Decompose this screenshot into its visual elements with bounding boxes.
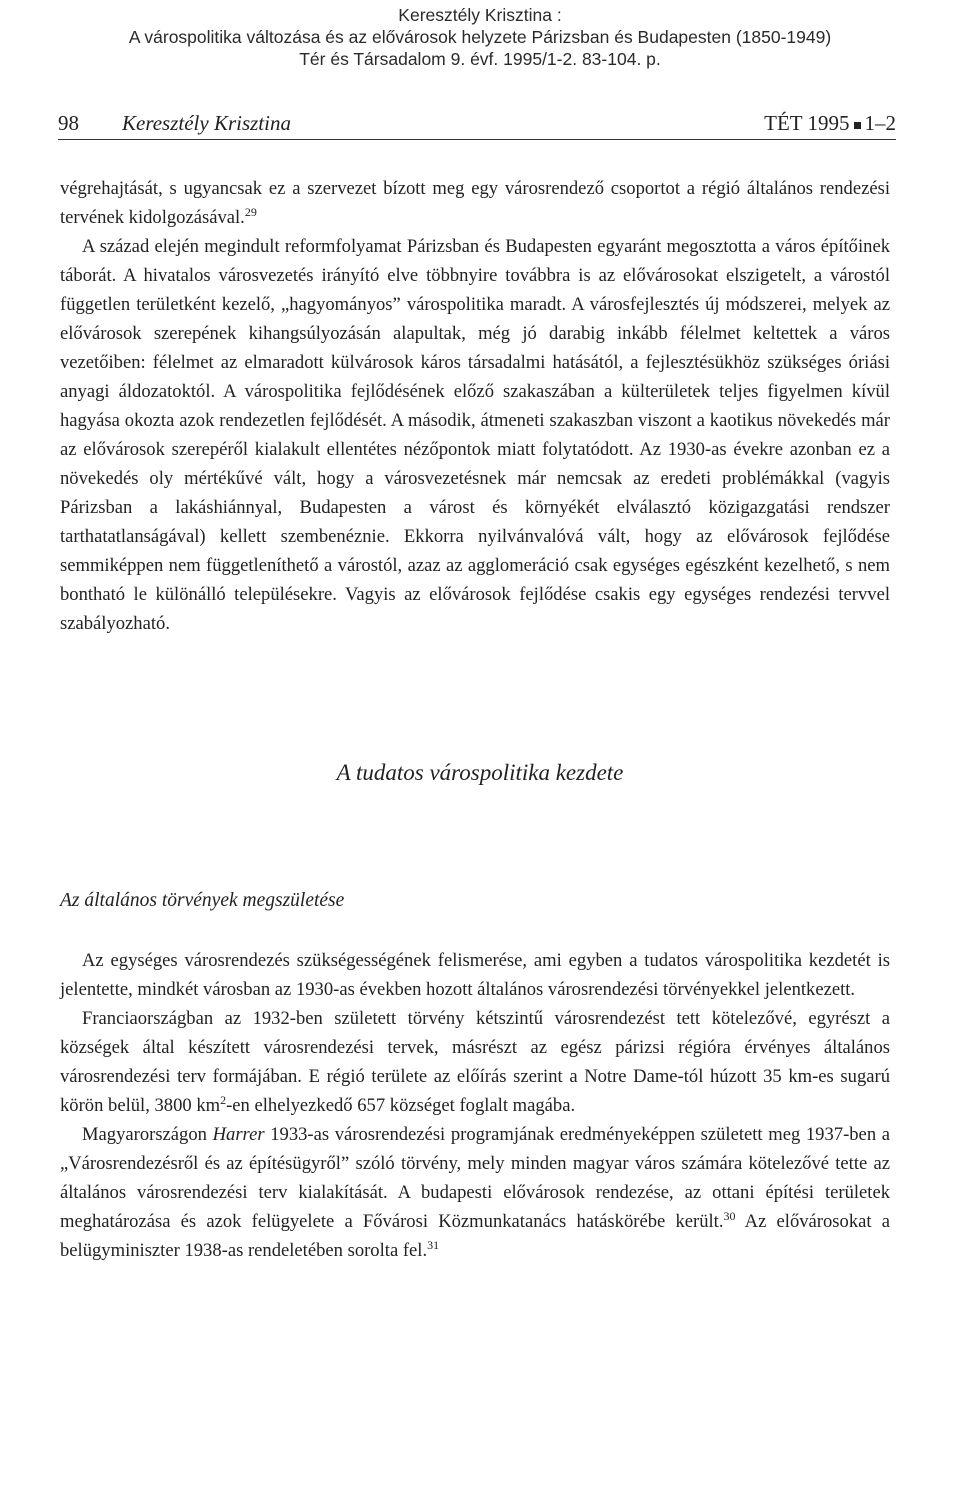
citation-author: Keresztély Krisztina : xyxy=(398,5,562,25)
journal-name: TÉT 1995 xyxy=(764,111,850,135)
paragraph xyxy=(60,1120,890,1265)
paragraph: A század elején megindult reformfolyamat Párizsban és Budapesten egyaránt megosztotta a város építőinek táborát. A hivatalos városvezetés irányító elve többnyire továbbra is az elővárosokat elszigetelt, a várostól független területként kezelő, „hagyományos” várospolitika maradt. A városfejlesztés új módszerei, melyek az elővárosok szerepének kihangsúlyozásán alapultak, még jó darabig inkább félelmet keltettek a város vezetőiben: félelmet az elmaradott külvárosok káros társadalmi hatásától, a fejlesztésükhöz szükséges óriási anyagi áldozatoktól. A várospolitika fejlődésének előző szakaszában a külterületek teljes figyelmen kívül hagyása okozta azok rendezetlen fejlődését. A második, átmeneti szakaszban viszont a kaotikus növekedés már az elővárosok szerepéről kialakult ellentétes nézőpontok miatt folytatódott. Az 1930-as évekre azonban ez a növekedés oly mértékűvé vált, hogy a városvezetésnek már nemcsak az eredeti problémákkal (vagyis Párizsban a lakáshiánnyal, Budapesten a várost és környékét elválasztó közigazgatási rendszer tarthatatlanságával) kellett szembenéznie. Ekkorra nyilvánvalóvá vált, hogy az elővárosok fejlődése semmiképpen nem függetleníthető a várostól, azaz az agglomeráció csak egységes egészként kezelhető, s nem bontható le különálló településekre. Vagyis az elővárosok fejlődése csakis egy egységes rendezési tervvel szabályozható. xyxy=(60,236,890,634)
paragraph xyxy=(60,1004,890,1120)
footnote-ref: 30 xyxy=(723,1209,736,1223)
paragraph-text: 1933-as városrendezési programjának eredményeképpen született meg 1937-ben a „Városrendezésről és az építésügyről” szóló törvény, mely minden magyar város számára kötelezővé tette az általános városrendezési terv kialakítását. A budapesti elővárosok rendezése, az ottani építési területek meghatározása és azok felügyelete a Fővárosi Közmunkatanács hatáskörébe került. xyxy=(60,1124,891,1232)
superscript: 2 xyxy=(220,1093,227,1107)
body-text-bottom xyxy=(60,946,890,1265)
footnote-ref: 31 xyxy=(427,1238,440,1252)
journal-issue: 1–2 xyxy=(864,111,896,135)
paragraph-text: Magyarországon xyxy=(82,1124,213,1145)
paragraph: Az egységes városrendezés szükségességének felismerése, ami egyben a tudatos várospolitika kezdetét is jelentette, mindkét városban az 1930-as években hozott általános városrendezési törvényekkel jelentkezett. xyxy=(60,950,890,1000)
citation-source: Tér és Társadalom 9. évf. 1995/1-2. 83-104. p. xyxy=(299,49,661,69)
citation-block xyxy=(0,4,960,70)
citation-title: A várospolitika változása és az elővárosok helyzete Párizsban és Budapesten (1850-1949) xyxy=(128,27,832,47)
running-journal xyxy=(764,111,896,136)
bullet-icon xyxy=(854,122,861,129)
section-title: A tudatos várospolitika kezdete xyxy=(336,760,624,785)
paragraph-text: Franciaországban az 1932-ben született törvény kétszintű városrendezést tett kötelezővé, egyrészt a községek által készített városrendezési tervek, másrészt az egész párizsi régióra érvényes általános városrendezési terv formájában. E régió területe az előírás szerint a Notre Dame-tól húzott 35 km-es sugarú körön belül, 3800 km xyxy=(60,1008,890,1116)
running-author: Keresztély Krisztina xyxy=(122,111,291,135)
paragraph-text: -en elhelyezkedő 657 községet foglalt magába. xyxy=(226,1095,576,1116)
page-number: 98 xyxy=(58,111,79,135)
footnote-ref: 29 xyxy=(244,205,257,219)
running-header xyxy=(58,111,896,140)
paragraph-text: végrehajtását, s ugyancsak ez a szervezet bízott meg egy városrendező csoportot a régió általános rendezési tervének kidolgozásával. xyxy=(60,178,890,228)
paragraph-continued xyxy=(60,174,890,232)
body-text-top xyxy=(60,174,890,638)
person-name: Harrer xyxy=(212,1124,265,1145)
subsection-title: Az általános törvények megszületése xyxy=(60,890,345,911)
paragraph-text: Az elővárosokat a belügyminiszter 1938-as rendeletében sorolta fel. xyxy=(60,1211,890,1261)
